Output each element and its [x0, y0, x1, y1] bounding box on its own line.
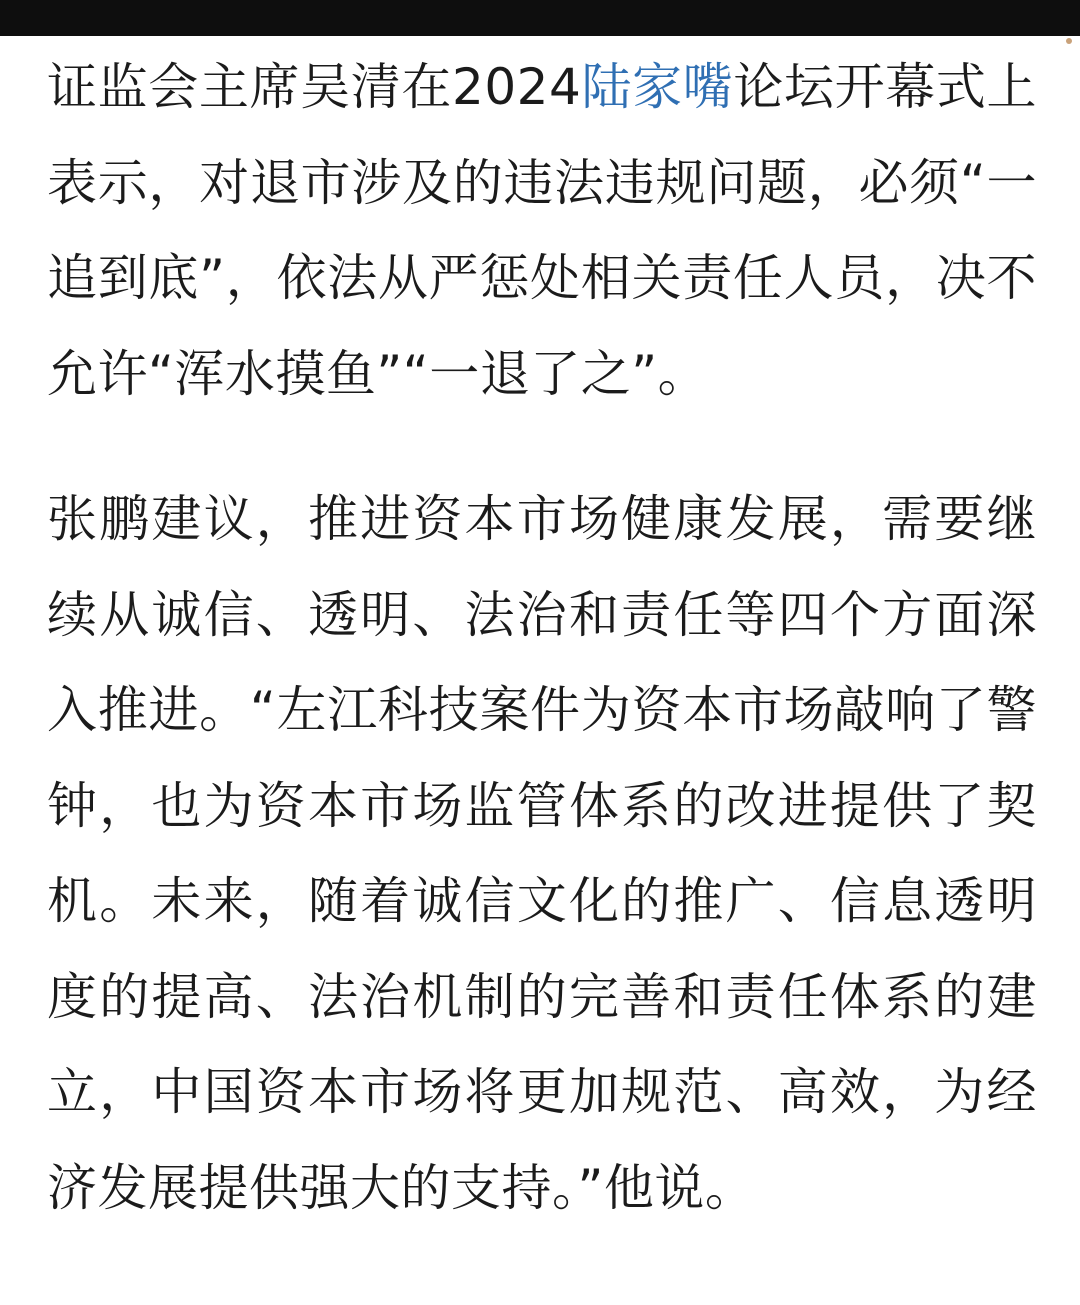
topic-link-lujiazui[interactable]: 陆家嘴	[581, 58, 734, 116]
scroll-indicator	[1066, 38, 1072, 44]
article-body	[47, 40, 1037, 1236]
paragraph-text-before-link: 证监会主席吴清在2024	[47, 58, 582, 116]
article-paragraph: 张鹏建议，推进资本市场健康发展，需要继续从诚信、透明、法治和责任等四个方面深入推进。“左江科技案件为资本市场敲响了警钟，也为资本市场监管体系的改进提供了契机。未来，随着诚信文化的推广、信息透明度的提高、法治机制的完善和责任体系的建立，中国资本市场将更加规范、高效，为经济发展提供强大的支持。”他说。	[47, 490, 1037, 1217]
article-paragraph	[47, 40, 1037, 422]
paragraph-text-after-link: 论坛开幕式上表示，对退市涉及的违法违规问题，必须“一追到底”，依法从严惩处相关责任人员，决不允许“浑水摸鱼”“一退了之”。	[47, 58, 1038, 403]
status-bar	[0, 0, 1080, 36]
